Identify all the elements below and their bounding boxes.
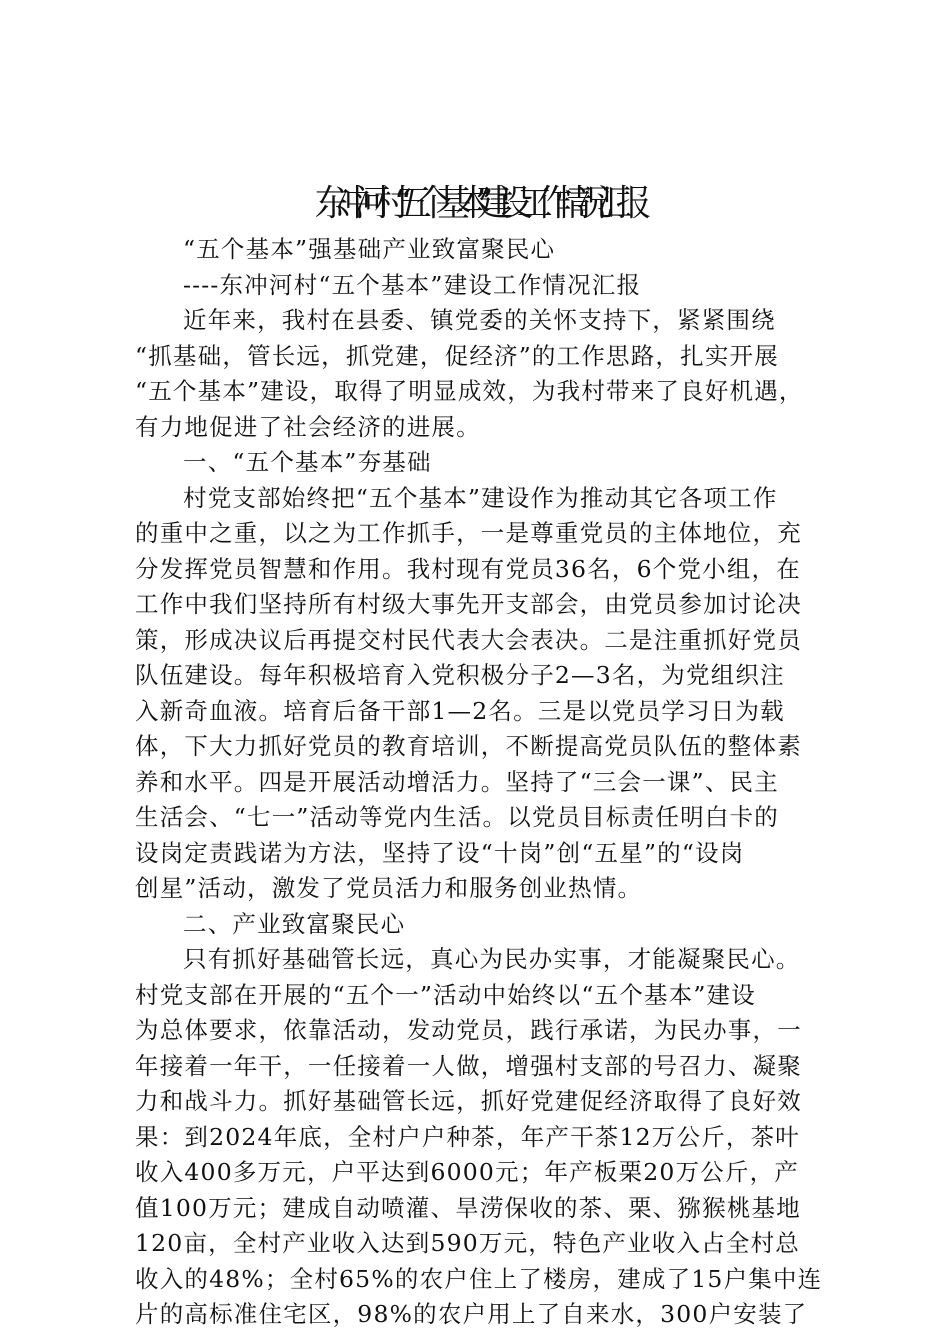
body-line: 果：到2024年底，全村户户种茶，年产干茶12万公斤，茶叶 [135, 1122, 801, 1151]
body-line: 120亩，全村产业收入达到590万元，特色产业收入占全村总 [135, 1229, 801, 1257]
body-line: 一、“五个基本”夯基础 [183, 448, 432, 476]
body-line: 的重中之重，以之为工作抓手，一是尊重党员的主体地位，充 [135, 519, 802, 547]
body-line: 分发挥党员智慧和作用。我村现有党员36名，6个党小组，在 [135, 554, 801, 583]
body-line: 收入的48%；全村65%的农户住上了楼房，建成了15户集中连 [135, 1264, 823, 1293]
document-title: 东冲河村“五个基本”建设工作情况汇报 [314, 183, 636, 224]
body-line: 村党支部在开展的“五个一”活动中始终以“五个基本”建设 [135, 980, 756, 1009]
body-line: 村党支部始终把“五个基本”建设作为推动其它各项工作 [183, 483, 778, 512]
body-line: 入新奇血液。培育后备干部1—2名。三是以党员学习日为载 [135, 696, 785, 725]
body-line: 有力地促进了社会经济的进展。 [135, 412, 481, 441]
body-line: “五个基本”强基础产业致富聚民心 [183, 235, 556, 263]
body-line: 收入400多万元，户平达到6000元；年产板栗20万公斤，产 [135, 1158, 800, 1186]
body-line: 体，下大力抓好党员的教育培训，不断提高党员队伍的整体素 [135, 732, 802, 760]
body-line: “五个基本”建设，取得了明显成效，为我村带来了良好机遇， [135, 377, 804, 405]
body-line: 年接着一年干，一任接着一人做，增强村支部的号召力、凝聚 [135, 1051, 802, 1080]
body-line: 工作中我们坚持所有村级大事先开支部会，由党员参加讨论决 [135, 590, 802, 618]
body-line: 片的高标准住宅区，98%的农户用上了自来水，300户安装了 [135, 1300, 808, 1328]
body-line: 队伍建设。每年积极培育入党积极分子2—3名，为党组织注 [135, 661, 785, 689]
body-line: 为总体要求，依靠活动，发动党员，践行承诺，为民办事，一 [135, 1016, 802, 1044]
body-line: 二、产业致富聚民心 [183, 909, 406, 938]
body-line: “抓基础，管长远，抓党建，促经济”的工作思路，扎实开展 [135, 341, 779, 370]
body-line: 力和战斗力。抓好基础管长远，抓好党建促经济取得了良好效 [135, 1087, 802, 1115]
body-line: 创星”活动，激发了党员活力和服务创业热情。 [135, 874, 643, 902]
body-line: 养和水平。四是开展活动增活力。坚持了“三会一课”、民主 [135, 767, 779, 796]
body-line: 值100万元；建成自动喷灌、旱涝保收的茶、栗、猕猴桃基地 [135, 1193, 801, 1222]
body-line: ----东冲河村“五个基本”建设工作情况汇报 [183, 270, 642, 299]
body-line: 只有抓好基础管长远，真心为民办实事，才能凝聚民心。 [183, 945, 801, 973]
body-line: 近年来，我村在县委、镇党委的关怀支持下，紧紧围绕 [183, 306, 776, 334]
body-line: 策，形成决议后再提交村民代表大会表决。二是注重抓好党员 [135, 625, 802, 654]
document-body [135, 232, 830, 1333]
body-line: 设岗定责践诺为方法，坚持了设“十岗”创“五星”的“设岗 [135, 838, 745, 867]
body-line: 生活会、“七一”活动等党内生活。以党员目标责任明白卡的 [135, 803, 779, 831]
